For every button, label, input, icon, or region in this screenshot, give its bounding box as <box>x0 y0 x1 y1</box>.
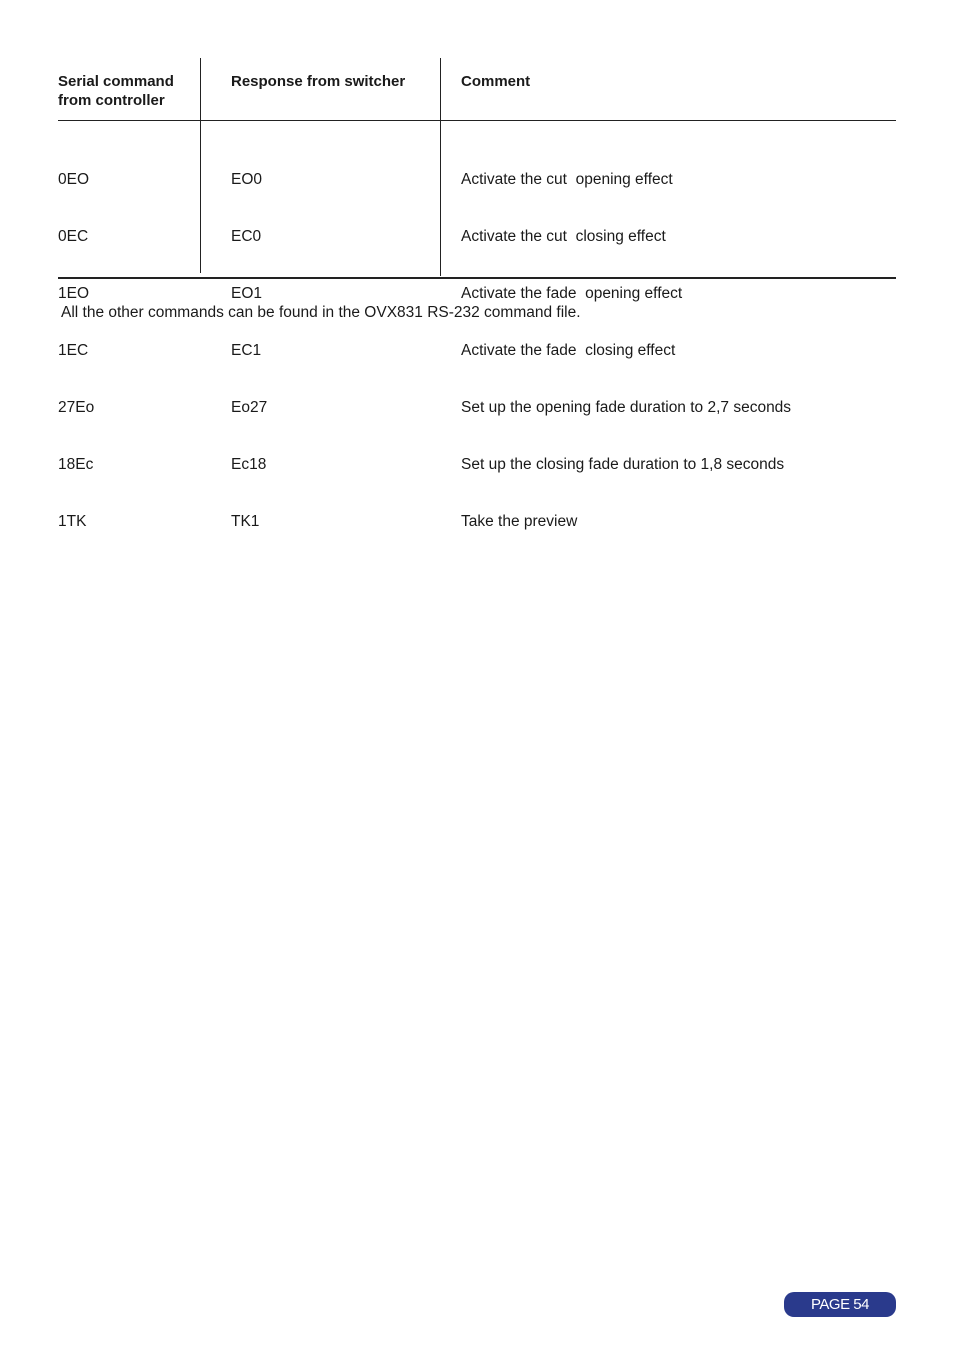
table-cell: 1EC <box>58 342 89 359</box>
table-cell: EC1 <box>231 342 262 359</box>
header-response: Response from switcher <box>231 73 406 90</box>
table-cell: EO0 <box>231 171 263 188</box>
table-cell: Set up the opening fade duration to 2,7 seconds <box>461 399 792 416</box>
table-cell: Activate the fade opening effect <box>461 285 683 302</box>
table-cell: Activate the cut opening effect <box>461 171 673 188</box>
table-cell: EC0 <box>231 228 262 245</box>
header-command: Serial command from controller <box>58 73 174 109</box>
table-cell: 0EC <box>58 228 89 245</box>
table-cell: EO1 <box>231 285 263 302</box>
comment-column <box>461 132 891 569</box>
table-cell: 27Eo <box>58 399 95 416</box>
table-header <box>58 58 896 121</box>
note-text: All the other commands can be found in the OVX831 RS-232 command file. <box>61 304 581 321</box>
table-cell: Activate the cut closing effect <box>461 228 666 245</box>
table-cell: 1TK <box>58 513 87 530</box>
page-number-badge: PAGE 54 <box>784 1292 896 1317</box>
table-cell: 18Ec <box>58 456 94 473</box>
command-column <box>58 132 198 569</box>
table-cell: 1EO <box>58 285 90 302</box>
table-cell: Ec18 <box>231 456 267 473</box>
table-cell: TK1 <box>231 513 260 530</box>
table-cell: Take the preview <box>461 513 578 530</box>
table-cell: Eo27 <box>231 399 268 416</box>
table-cell: Set up the closing fade duration to 1,8 seconds <box>461 456 785 473</box>
response-column <box>231 132 451 569</box>
table-cell: Activate the fade closing effect <box>461 342 676 359</box>
header-comment: Comment <box>461 73 531 90</box>
table-cell: 0EO <box>58 171 90 188</box>
